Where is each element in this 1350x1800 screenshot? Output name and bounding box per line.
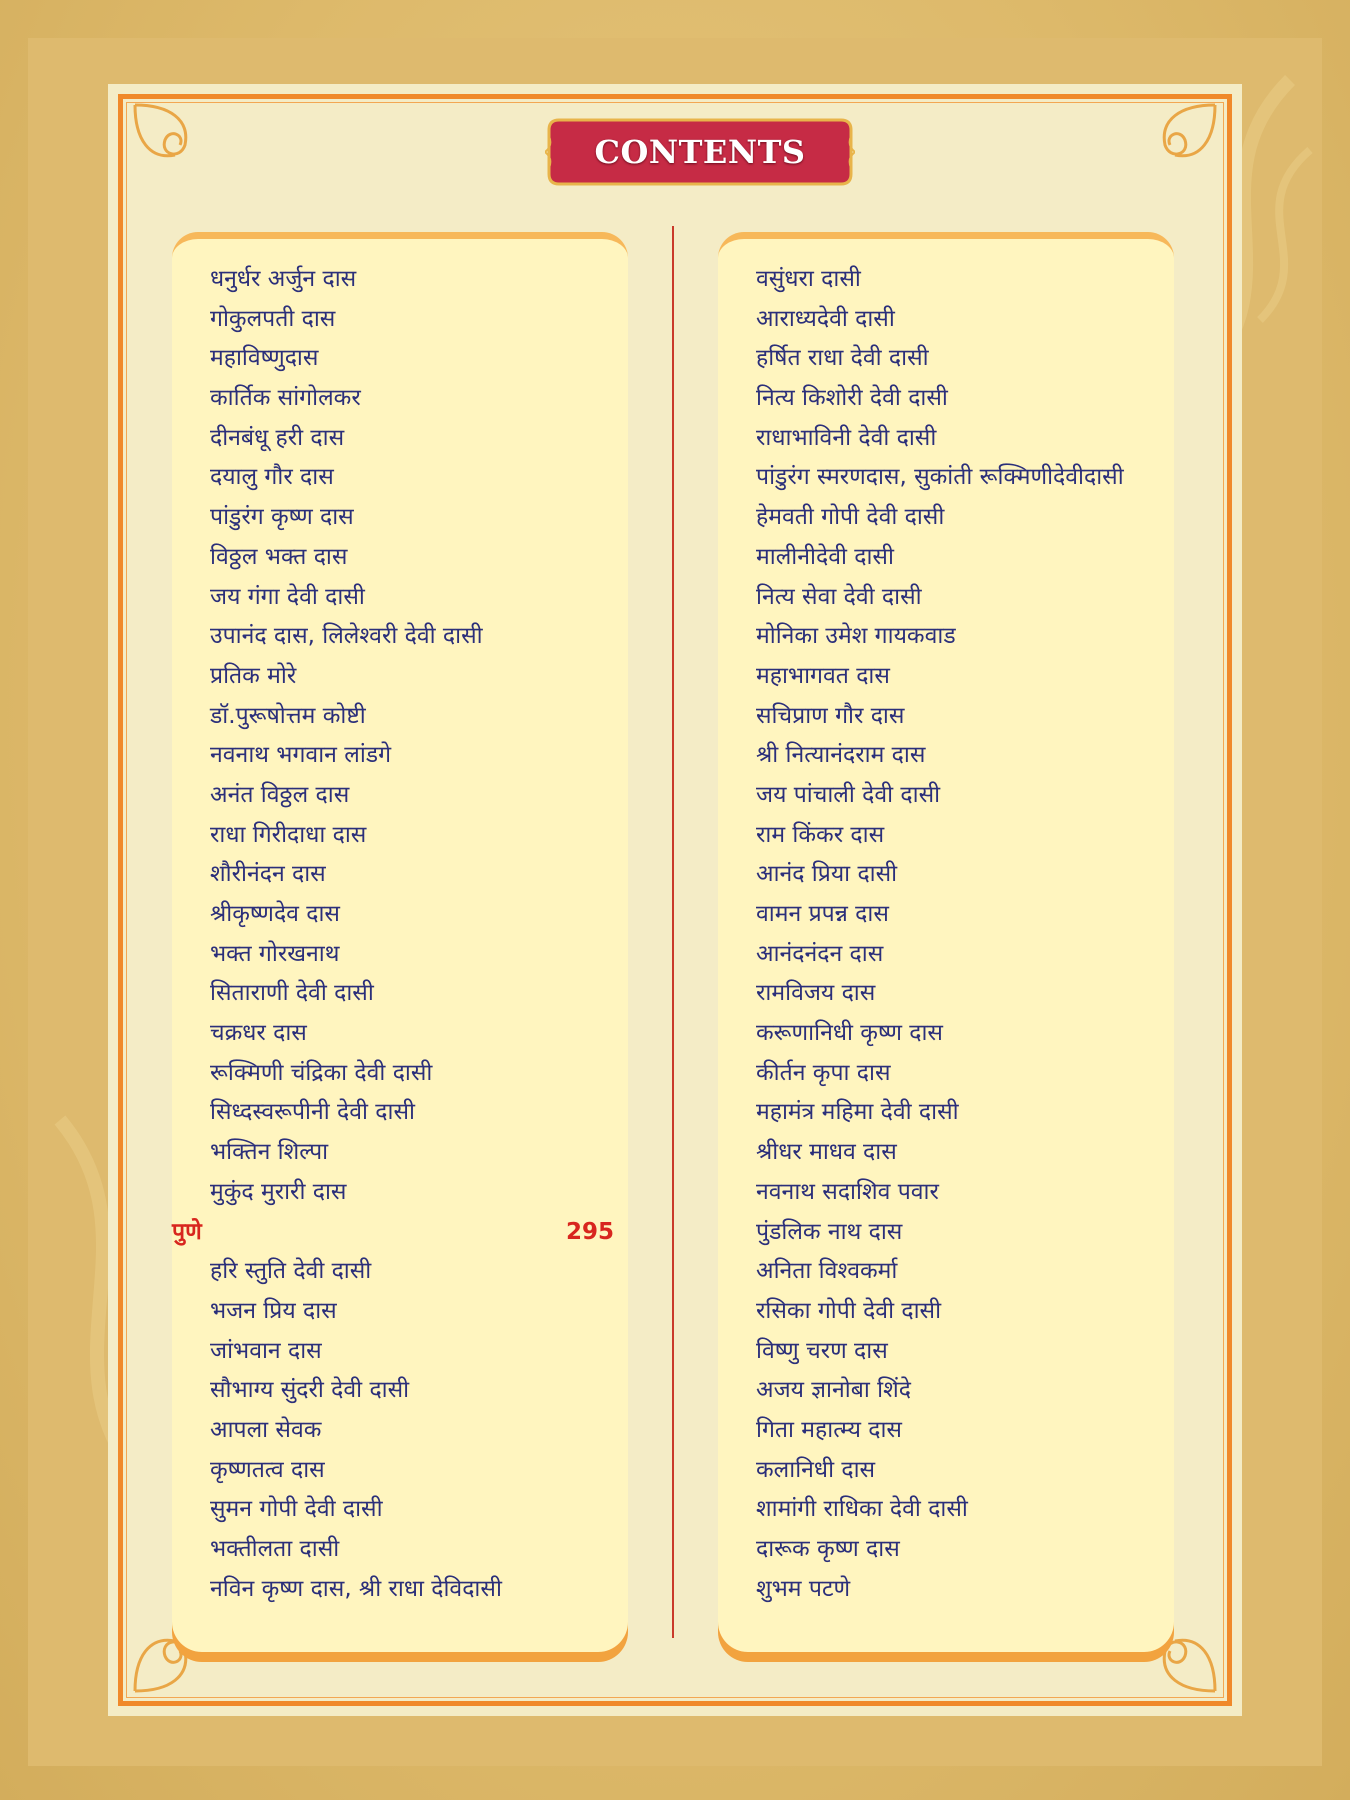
list-item	[718, 1570, 1174, 1610]
list-item	[718, 1173, 1174, 1213]
list-item	[172, 855, 628, 895]
contributor-name: पांडुरंग कृष्ण दास	[210, 504, 354, 531]
contributor-name: कार्तिक सांगोलकर	[210, 385, 361, 412]
contributor-name: जांभवान दास	[210, 1337, 322, 1364]
contributor-name: नित्य सेवा देवी दासी	[756, 583, 922, 610]
contributor-name: सुमन गोपी देवी दासी	[210, 1496, 383, 1523]
list-item	[718, 776, 1174, 816]
contributor-name: धनुर्धर अर्जुन दास	[210, 266, 357, 292]
list-item	[172, 1054, 628, 1094]
list-item	[172, 1252, 628, 1292]
contributor-name: भक्तीलता दासी	[210, 1536, 340, 1562]
list-item	[718, 1371, 1174, 1411]
list-item	[718, 1252, 1174, 1292]
list-item	[172, 498, 628, 538]
contributor-name: आनंदनंदन दास	[756, 940, 884, 967]
contributor-name: मोनिका उमेश गायकवाड	[756, 623, 956, 650]
contributor-name: शौरीनंदन दास	[210, 861, 326, 888]
list-item	[172, 895, 628, 935]
list-item	[172, 776, 628, 816]
contributor-name: हेमवती गोपी देवी दासी	[756, 504, 945, 531]
list-item	[718, 657, 1174, 697]
contributor-name: सिध्दस्वरूपीनी देवी दासी	[210, 1099, 415, 1126]
contributor-name: पुंडलिक नाथ दास	[756, 1218, 903, 1245]
contributor-name: अजय ज्ञानोबा शिंदे	[756, 1377, 911, 1404]
contributor-name: वसुंधरा दासी	[756, 266, 861, 292]
list-item	[718, 1014, 1174, 1054]
list-item	[172, 736, 628, 776]
list-item	[718, 1530, 1174, 1570]
list-item	[172, 419, 628, 459]
contributor-name: अनिता विश्वकर्मा	[756, 1258, 898, 1285]
contributor-name: महामंत्र महिमा देवी दासी	[756, 1099, 959, 1126]
list-item	[718, 458, 1174, 498]
list-item	[172, 1411, 628, 1451]
list-item	[172, 1371, 628, 1411]
page-title: CONTENTS	[594, 133, 806, 171]
contributor-name: गिता महात्म्य दास	[756, 1416, 902, 1443]
contributor-name: राम किंकर दास	[756, 821, 885, 848]
list-item	[718, 1093, 1174, 1133]
contributor-name: विठ्ठल भक्त दास	[210, 543, 348, 570]
list-item	[718, 1292, 1174, 1332]
left-contents-list	[172, 260, 628, 1609]
list-item	[172, 538, 628, 578]
contributor-name: कीर्तन कृपा दास	[756, 1059, 891, 1086]
contributor-name: दारूक कृष्ण दास	[756, 1536, 900, 1562]
contributor-name: राधा गिरीदाधा दास	[210, 821, 367, 848]
contributor-name: आराध्यदेवी दासी	[756, 305, 895, 332]
contributor-name: दीनबंधू हरी दास	[210, 424, 345, 451]
contributor-name: करूणानिधी कृष्ण दास	[756, 1020, 943, 1047]
section-page-number: 295	[565, 1218, 614, 1245]
list-item	[718, 379, 1174, 419]
contributor-name: हरि स्तुति देवी दासी	[210, 1258, 372, 1285]
column-divider	[672, 226, 674, 1638]
contributor-name: उपानंद दास, लिलेश्वरी देवी दासी	[210, 623, 483, 650]
contributor-name: प्रतिक मोरे	[210, 662, 297, 689]
contributor-name: श्री नित्यानंदराम दास	[756, 742, 926, 769]
contributor-name: भजन प्रिय दास	[210, 1297, 337, 1324]
contributor-name: नवनाथ सदाशिव पवार	[756, 1178, 939, 1205]
list-item	[718, 697, 1174, 737]
contributor-name: डॉ.पुरूषोत्तम कोष्टी	[210, 702, 366, 729]
contributor-name: रसिका गोपी देवी दासी	[756, 1297, 942, 1324]
contributor-name: शुभम पटणे	[756, 1575, 851, 1602]
contributor-name: चक्रधर दास	[210, 1020, 307, 1047]
contributor-name: सौभाग्य सुंदरी देवी दासी	[210, 1377, 410, 1404]
list-item	[718, 1133, 1174, 1173]
list-item	[172, 1490, 628, 1530]
list-item	[172, 657, 628, 697]
contributor-name: जय गंगा देवी दासी	[210, 583, 365, 610]
contributor-name: आनंद प्रिया दासी	[756, 861, 898, 888]
contributor-name: भक्तिन शिल्पा	[210, 1139, 329, 1166]
list-item	[718, 974, 1174, 1014]
contributor-name: अनंत विठ्ठल दास	[210, 781, 350, 808]
contributor-name: आपला सेवक	[210, 1416, 322, 1443]
list-item	[718, 816, 1174, 856]
contributor-name: विष्णु चरण दास	[756, 1337, 888, 1364]
list-item	[718, 895, 1174, 935]
contributor-name: कलानिधी दास	[756, 1456, 876, 1483]
list-item	[718, 617, 1174, 657]
contributor-name: रूक्मिणी चंद्रिका देवी दासी	[210, 1059, 433, 1086]
contributor-name: कृष्णतत्व दास	[210, 1456, 325, 1483]
contributor-name: भक्त गोरखनाथ	[210, 940, 340, 967]
contributor-name: दयालु गौर दास	[210, 464, 334, 491]
contributor-name: शामांगी राधिका देवी दासी	[756, 1496, 968, 1523]
list-item	[172, 260, 628, 300]
list-item	[172, 1332, 628, 1372]
contributor-name: पांडुरंग स्मरणदास, सुकांती रूक्मिणीदेवीदासी	[756, 464, 1124, 491]
list-item	[718, 855, 1174, 895]
list-item	[172, 1133, 628, 1173]
contributor-name: राधाभाविनी देवी दासी	[756, 424, 937, 451]
list-item	[172, 1173, 628, 1213]
list-item	[718, 736, 1174, 776]
title-plate	[545, 116, 855, 188]
list-item	[718, 578, 1174, 618]
contributor-name: गोकुलपती दास	[210, 305, 336, 332]
contributor-name: वामन प्रपन्न दास	[756, 901, 889, 927]
list-item	[718, 935, 1174, 975]
contributor-name: नवनाथ भगवान लांडगे	[210, 742, 392, 769]
right-contents-list	[718, 260, 1174, 1609]
list-item	[172, 1451, 628, 1491]
list-item	[718, 339, 1174, 379]
list-item	[718, 300, 1174, 340]
contributor-name: सचिप्राण गौर दास	[756, 702, 905, 729]
contributor-name: नविन कृष्ण दास, श्री राधा देविदासी	[210, 1575, 502, 1602]
contributor-name: मुकुंद मुरारी दास	[210, 1178, 347, 1205]
list-item	[172, 1570, 628, 1610]
list-item	[172, 617, 628, 657]
list-item	[172, 1292, 628, 1332]
list-item	[718, 498, 1174, 538]
contributor-name: हर्षित राधा देवी दासी	[756, 345, 929, 372]
contributor-name: श्रीधर माधव दास	[756, 1139, 897, 1166]
list-item	[718, 1054, 1174, 1094]
list-item	[718, 1411, 1174, 1451]
contributor-name: सिताराणी देवी दासी	[210, 980, 374, 1007]
list-item	[172, 578, 628, 618]
list-item	[172, 1093, 628, 1133]
list-item	[172, 935, 628, 975]
list-item	[172, 379, 628, 419]
contributor-name: जय पांचाली देवी दासी	[756, 781, 941, 808]
list-item	[172, 1014, 628, 1054]
corner-ornament-icon	[1130, 100, 1220, 190]
list-item	[172, 974, 628, 1014]
list-item	[172, 458, 628, 498]
list-item	[172, 1530, 628, 1570]
contributor-name: श्रीकृष्णदेव दास	[210, 901, 340, 927]
list-item	[172, 300, 628, 340]
corner-ornament-icon	[130, 100, 220, 190]
list-item	[718, 1451, 1174, 1491]
list-item	[172, 339, 628, 379]
list-item	[172, 697, 628, 737]
section-name: पुणे	[172, 1218, 202, 1245]
list-item	[718, 538, 1174, 578]
list-item	[718, 1213, 1174, 1253]
list-item	[718, 419, 1174, 459]
contributor-name: रामविजय दास	[756, 980, 876, 1007]
list-item	[718, 1490, 1174, 1530]
contributor-name: नित्य किशोरी देवी दासी	[756, 385, 948, 412]
contributor-name: महाभागवत दास	[756, 662, 890, 689]
list-item	[172, 816, 628, 856]
list-item	[718, 260, 1174, 300]
contributor-name: मालीनीदेवी दासी	[756, 543, 894, 570]
list-item	[718, 1332, 1174, 1372]
section-heading	[172, 1213, 628, 1253]
contributor-name: महाविष्णुदास	[210, 345, 319, 372]
